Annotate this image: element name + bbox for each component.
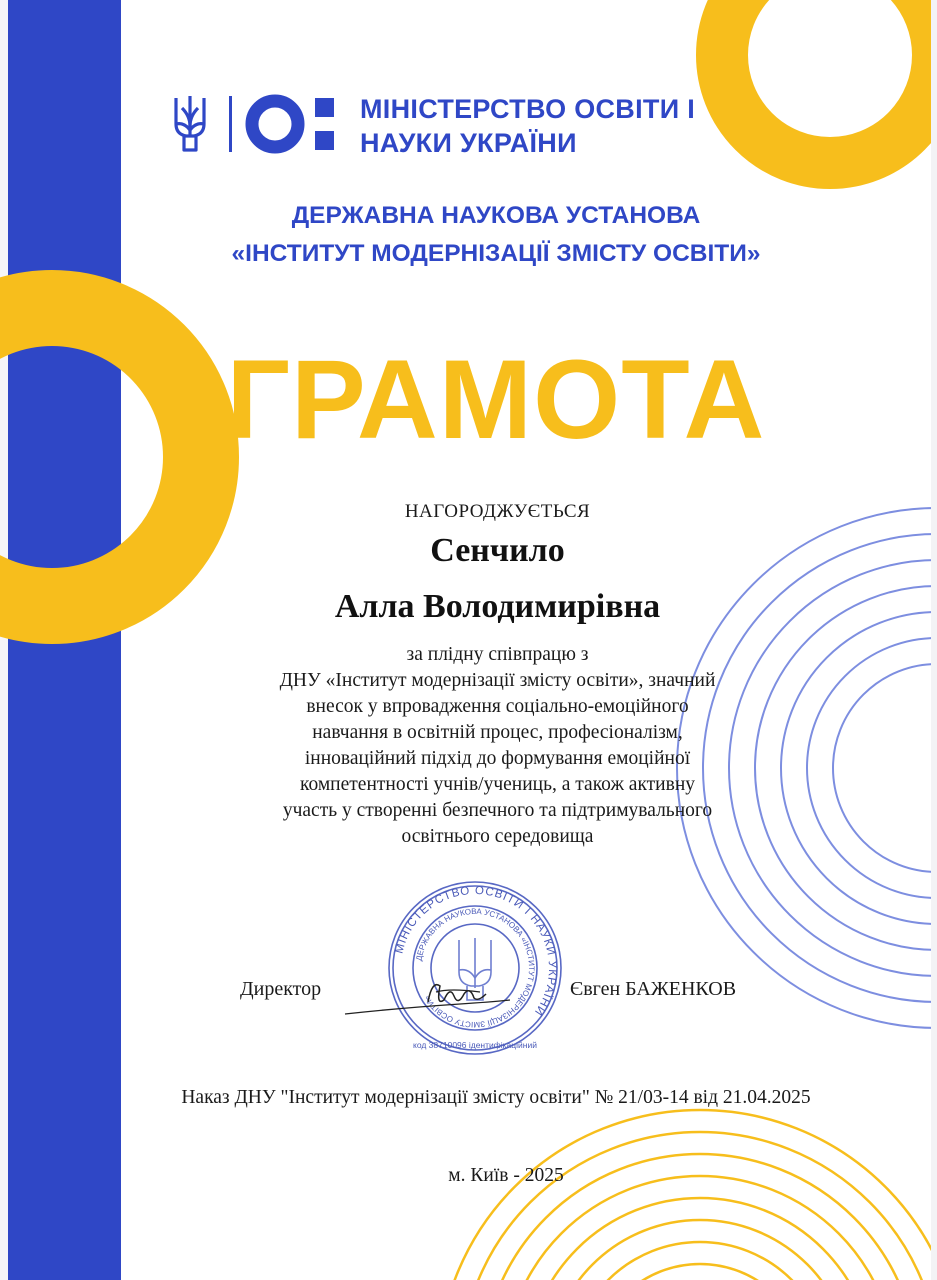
signature-role: Директор <box>240 978 322 1000</box>
stamp-code-text: код 38710096 ідентифікаційний <box>413 1040 537 1050</box>
institute-line-1: ДЕРЖАВНА НАУКОВА УСТАНОВА <box>291 202 701 229</box>
institute-line-2: «ІНСТИТУТ МОДЕРНІЗАЦІЇ ЗМІСТУ ОСВІТИ» <box>231 240 761 267</box>
stamp-outer-text: МІНІСТЕРСТВО ОСВІТИ І НАУКИ УКРАЇНИ <box>393 884 559 1018</box>
recipient-surname: Сенчило <box>430 532 565 569</box>
page-edge-right <box>931 0 937 1280</box>
stamp-inner-text: ДЕРЖАВНА НАУКОВА УСТАНОВА «ІНСТИТУТ МОДЕРНІЗАЦІЇ ЗМІСТУ ОСВІТИ» <box>414 906 537 1030</box>
director-signature <box>340 972 540 1027</box>
official-stamp <box>385 878 565 1058</box>
body-line: освітнього середовища <box>401 826 594 847</box>
signature-name: Євген БАЖЕНКОВ <box>570 978 737 1000</box>
awarded-label: НАГОРОДЖУЄТЬСЯ <box>404 501 591 522</box>
body-line: внесок у впровадження соціально-емоційного <box>306 696 689 717</box>
ministry-name-line-1: МІНІСТЕРСТВО ОСВІТИ І <box>360 94 696 124</box>
place-year: м. Київ - 2025 <box>448 1165 564 1186</box>
body-line: за плідну співпрацю з <box>406 644 589 665</box>
certificate-title: ГРАМОТА <box>226 337 766 462</box>
body-line: компетентності учнів/учениць, а також активну <box>299 774 696 795</box>
yellow-ring-top-right <box>722 0 937 163</box>
ministry-logo <box>172 90 732 160</box>
yellow-arcs-bottom <box>438 1110 937 1280</box>
ministry-name <box>360 92 695 160</box>
order-reference: Наказ ДНУ "Інститут модернізації змісту освіти" № 21/03-14 від 21.04.2025 <box>181 1087 811 1108</box>
trident-icon <box>172 90 357 160</box>
body-line: ДНУ «Інститут модернізації змісту освіти», значний <box>279 670 716 691</box>
recipient-given-name: Алла Володимирівна <box>334 588 661 625</box>
body-line: інноваційний підхід до формування емоційної <box>304 748 691 769</box>
body-line: навчання в освітній процес, професіоналізм, <box>312 722 683 743</box>
body-line: участь у створенні безпечного та підтримувального <box>282 800 713 821</box>
ministry-name-line-2: НАУКИ УКРАЇНИ <box>360 128 577 158</box>
